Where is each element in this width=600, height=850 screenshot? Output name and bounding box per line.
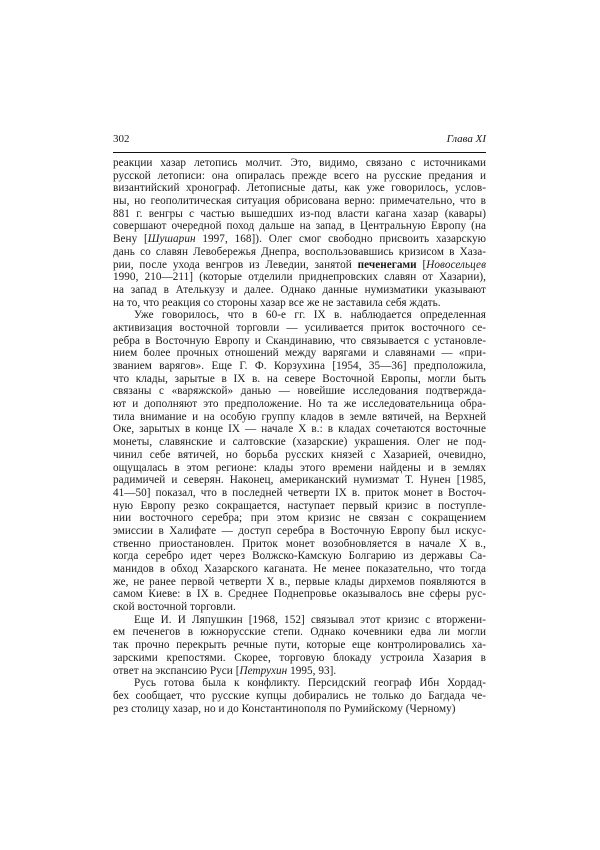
text-run: тила внимание и на особую группу кладов в земле вятичей, на Верхней: [113, 410, 486, 423]
text-line: [113, 360, 486, 373]
text-line: [113, 233, 486, 246]
text-run: ственно приостановлен. Приток монет возобновляется в начале X в.,: [113, 537, 486, 550]
text-run: ную Европу резко сокращается, наступает первый кризис в поступле-: [113, 499, 486, 512]
text-run: 1990, 210—211] (которые отделили приднепровских славян от Хазарии),: [113, 271, 486, 284]
text-line: [113, 297, 486, 310]
text-line: [113, 588, 486, 601]
text-run: ответ на экспансию Руси [: [113, 664, 240, 677]
text-run: Уже говорилось, что в 60-е гг. IX в. наблюдается определенная: [134, 309, 486, 322]
text-line: [113, 157, 486, 170]
text-run: нием более прочных отношений между варягами и славянами — «при-: [113, 347, 486, 360]
text-run: Оке, зарытых в конце IX — начале X в.: в кладах сочетаются восточные: [113, 423, 486, 436]
text-line: [113, 487, 486, 500]
text-run: нии восточного серебра; при этом кризис не связан с сокращением: [113, 512, 486, 525]
text-run: так прочно перекрыть речные пути, которые еще контролировались ха-: [113, 639, 486, 652]
text-run: активизация восточной торговли — усиливается приток восточного се-: [113, 321, 486, 334]
text-line: [113, 322, 486, 335]
text-line: [113, 449, 486, 462]
text-run: русской летописи: она опиралась прежде всего на русские предания и: [113, 169, 486, 182]
text-run: связаны с «варяжской» данью — новейшие исследования подтвержда-: [113, 385, 486, 398]
paragraph: [113, 309, 486, 614]
text-line: [113, 208, 486, 221]
text-run: 881 г. венгры с частью вышедших из-под власти кагана хазар (кавары): [113, 207, 486, 220]
text-run: 1995, 93].: [287, 664, 337, 677]
text-line: [113, 538, 486, 551]
body-text: [113, 157, 486, 715]
text-run: что клады, зарытые в IX в. на севере Восточной Европы, могли быть: [113, 372, 486, 385]
text-line: [113, 284, 486, 297]
text-run: зарскими крепостями. Скорее, торговую блокаду устроила Хазария в: [113, 651, 486, 664]
text-line: [113, 373, 486, 386]
text-line: [113, 246, 486, 259]
text-line: [113, 626, 486, 639]
text-line: [113, 385, 486, 398]
paragraph: [113, 614, 486, 677]
book-page: [113, 131, 486, 715]
text-run: Вену [: [113, 233, 148, 246]
page-number: 302: [113, 133, 130, 145]
text-line: [113, 563, 486, 576]
paragraph: [113, 157, 486, 309]
text-run: эмиссии в Халифате — доступ серебра в Восточную Европу был искус-: [113, 524, 486, 537]
text-line: [113, 703, 486, 716]
text-run: ют и дополняют это предположение. Но та же исследовательница обра-: [113, 398, 486, 411]
text-line: [113, 423, 486, 436]
text-run: Еще И. И Ляпушкин [1968, 152] связывал этот кризис с вторжени-: [134, 613, 486, 626]
text-line: [113, 614, 486, 627]
text-run: ребра в Восточную Европу и Скандинавию, что связывается с установле-: [113, 334, 486, 347]
text-run: манидов в обход Хазарского каганата. Не менее показательно, что тогда: [113, 563, 486, 575]
text-line: [113, 665, 486, 678]
text-run: [: [416, 258, 427, 271]
text-line: [113, 220, 486, 233]
text-line: [113, 462, 486, 475]
citation-author: Шушарин: [147, 233, 196, 246]
text-run: чинил себе вятичей, но борьба русских князей с Хазарией, очевидно,: [113, 448, 486, 461]
running-header: [113, 131, 486, 147]
text-line: [113, 195, 486, 208]
citation-author: Новосельцев: [426, 258, 486, 271]
text-run: 1997, 168]). Олег смог свободно присвоить хазарскую: [195, 233, 486, 246]
text-line: [113, 398, 486, 411]
text-run: ны, но геополитическая ситуация обрисована верно: примечательно, что в: [113, 195, 486, 208]
paragraph: [113, 677, 486, 715]
text-run: же, не ранее первой четверти X в., первые клады дирхемов появляются в: [113, 575, 486, 588]
text-run: самом Киеве: в IX в. Среднее Поднепровье оказывалось вне сферы рус-: [113, 588, 486, 601]
text-line: [113, 411, 486, 424]
text-line: [113, 500, 486, 513]
text-run: на запад в Ателькузу и далее. Однако данные нумизматики указывают: [113, 283, 486, 296]
text-line: [113, 677, 486, 690]
text-line: [113, 271, 486, 284]
text-line: [113, 170, 486, 183]
text-run: дань со славян Левобережья Днепра, воспользовавшись кризисом в Хаза-: [113, 245, 486, 258]
text-run: Русь готова была к конфликту. Персидский географ Ибн Хордад-: [134, 677, 486, 690]
text-line: [113, 182, 486, 195]
text-run: званием варягов». Еще Г. Ф. Корзухина [1954, 35—36] предположила,: [113, 360, 486, 372]
text-run: на то, что реакция со стороны хазар все же не заставила себя ждать.: [113, 296, 441, 309]
text-line: [113, 309, 486, 322]
text-run: радимичей и северян. Наконец, американский нумизмат Т. Нунен [1985,: [113, 474, 486, 487]
text-run: реакции хазар летопись молчит. Это, видимо, связано с источниками: [113, 157, 486, 169]
text-line: [113, 335, 486, 348]
text-line: [113, 525, 486, 538]
chapter-title: Глава XI: [446, 133, 486, 145]
text-run: совершают очередной поход дальше на запад, в Центральную Европу (на: [113, 220, 486, 233]
text-run: монеты, славянские и салтовские (хазарские) украшения. Олег не под-: [113, 436, 486, 449]
text-run: ской восточной торговли.: [113, 601, 236, 614]
text-run: ем печенегов в южнорусские степи. Однако кочевники едва ли могли: [113, 626, 486, 639]
text-run: византийский хронограф. Летописные даты, как уже говорилось, услов-: [113, 182, 486, 195]
text-line: [113, 601, 486, 614]
text-line: [113, 347, 486, 360]
text-line: [113, 690, 486, 703]
text-line: [113, 576, 486, 589]
text-run: 41—50] показал, что в последней четверти IX в. приток монет в Восточ-: [113, 486, 486, 499]
header-rule: [113, 152, 486, 153]
text-run: когда серебро идет через Волжско-Камскую Болгарию из державы Са-: [113, 550, 486, 563]
text-line: [113, 550, 486, 563]
emphasis: печенегами: [357, 258, 417, 271]
text-run: рии, после ухода венгров из Леведии, занятой: [113, 258, 358, 271]
text-line: [113, 474, 486, 487]
citation-author: Петрухин: [239, 664, 288, 677]
text-line: [113, 512, 486, 525]
text-run: бех сообщает, что русские купцы добирались не только до Багдада че-: [113, 689, 486, 702]
text-line: [113, 639, 486, 652]
text-line: [113, 436, 486, 449]
text-run: рез столицу хазар, но и до Константинополя по Румийскому (Черному): [113, 702, 456, 715]
text-run: ощущалась в этом регионе: клады этого времени найдены и в землях: [113, 461, 486, 474]
text-line: [113, 259, 486, 272]
text-line: [113, 652, 486, 665]
